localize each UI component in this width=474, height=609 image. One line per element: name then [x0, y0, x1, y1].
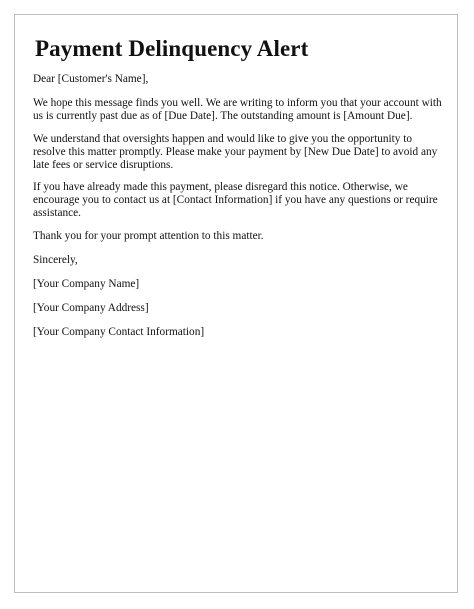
signature-company-contact: [Your Company Contact Information] [33, 325, 205, 338]
signature-company-address: [Your Company Address] [33, 301, 149, 314]
letter-page [14, 14, 458, 593]
letter-title: Payment Delinquency Alert [35, 36, 309, 61]
salutation: Dear [Customer's Name], [33, 73, 149, 85]
signature-company-name: [Your Company Name] [33, 277, 140, 290]
letter-body [33, 73, 443, 350]
paragraph-contact-info: If you have already made this payment, please disregard this notice. Otherwise, we encourage you to contact us at [Contact Information] if you have any questions or require assistance. [33, 181, 438, 220]
paragraph-thanks: Thank you for your prompt attention to this matter. [33, 230, 264, 243]
closing: Sincerely, [33, 254, 78, 267]
paragraph-account-status: We hope this message finds you well. We are writing to inform you that your account with us is currently past due as of [Due Date]. The outstanding amount is [Amount Due]. [33, 96, 442, 122]
paragraph-payment-request: We understand that oversights happen and would like to give you the opportunity to resolve this matter promptly. Please make your payment by [New Due Date] to avoid any late fees or service disruptions. [33, 132, 438, 171]
